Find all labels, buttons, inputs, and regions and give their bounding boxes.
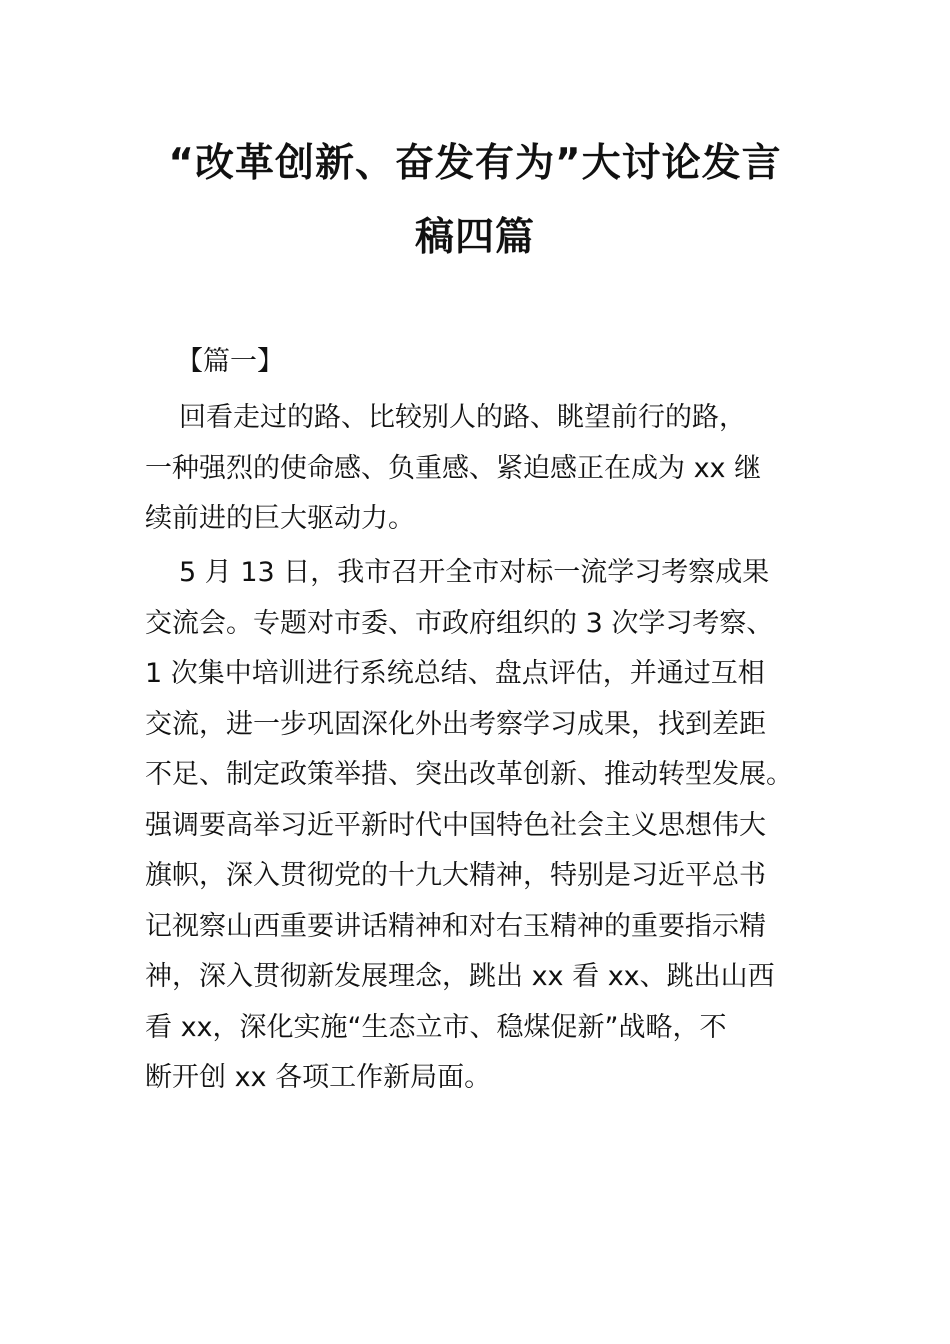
- section-label: 【篇一】: [176, 346, 284, 377]
- paragraph-1-line: 一种强烈的使命感、负重感、紧迫感正在成为 xx 继: [145, 452, 762, 484]
- document-title-line-1: “改革创新、奋发有为”大讨论发言: [168, 141, 782, 186]
- paragraph-2: [145, 548, 815, 1104]
- paragraph-1-line: 回看走过的路、比较别人的路、眺望前行的路，: [179, 402, 746, 433]
- paragraph-2-line: 不足、制定政策举措、突出改革创新、推动转型发展。: [145, 759, 793, 790]
- paragraph-2-line: 断开创 xx 各项工作新局面。: [145, 1062, 492, 1093]
- document-title-line-2: 稿四篇: [414, 215, 535, 260]
- paragraph-2-line: 交流会。专题对市委、市政府组织的 3 次学习考察、: [145, 607, 774, 639]
- paragraph-1: [145, 393, 795, 545]
- paragraph-2-line: 旗帜，深入贯彻党的十九大精神，特别是习近平总书: [145, 860, 766, 891]
- paragraph-2-line: 1 次集中培训进行系统总结、盘点评估，并通过互相: [145, 658, 765, 689]
- paragraph-2-line: 5 月 13 日，我市召开全市对标一流学习考察成果: [179, 557, 770, 588]
- paragraph-2-line: 神，深入贯彻新发展理念，跳出 xx 看 xx、跳出山西: [145, 961, 775, 992]
- paragraph-2-line: 记视察山西重要讲话精神和对右玉精神的重要指示精: [145, 910, 766, 942]
- paragraph-2-line: 强调要高举习近平新时代中国特色社会主义思想伟大: [145, 809, 766, 841]
- paragraph-2-line: 看 xx，深化实施“生态立市、稳煤促新”战略，不: [145, 1011, 727, 1043]
- paragraph-2-line: 交流，进一步巩固深化外出考察学习成果，找到差距: [145, 708, 766, 740]
- paragraph-1-line: 续前进的巨大驱动力。: [145, 503, 415, 534]
